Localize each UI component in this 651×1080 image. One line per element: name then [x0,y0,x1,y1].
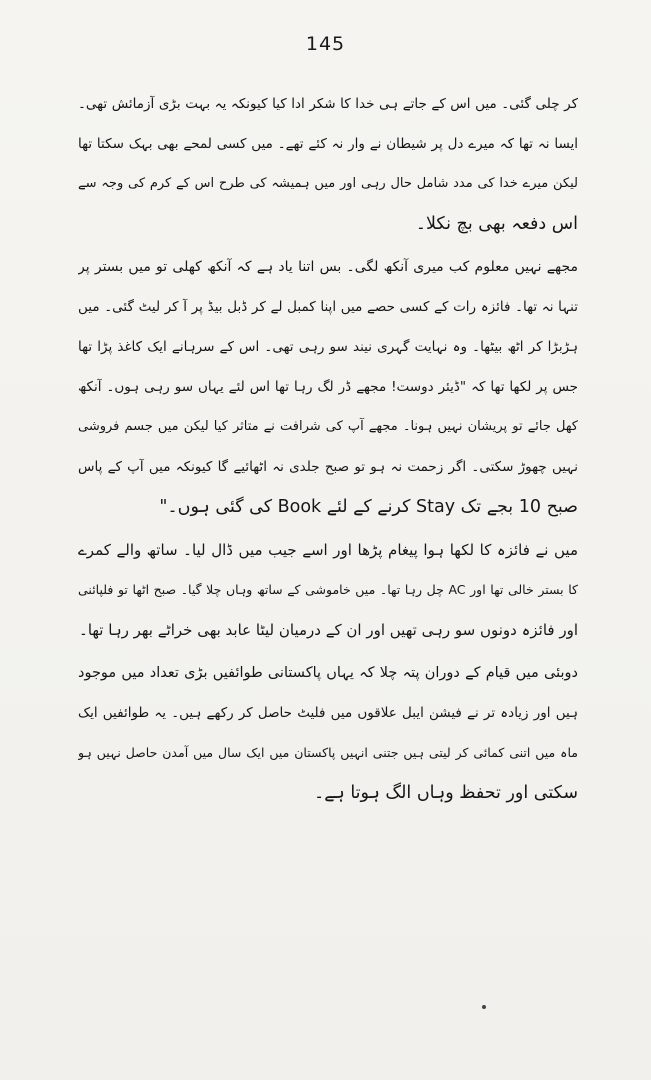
text-line: مجھے نہیں معلوم کب میری آنکھ لگی۔ بس اتنا یاد ہے کہ آنکھ کھلی تو میں بستر پر [78,259,578,275]
text-line: ہڑبڑا کر اٹھ بیٹھا۔ وہ نہایت گہری نیند سو رہی تھی۔ اس کے سرہانے ایک کاغذ پڑا تھا [78,339,578,355]
text-line: ایسا نہ تھا کہ میرے دل پر شیطان نے وار نہ کئے تھے۔ میں کسی لمحے بھی بہک سکتا تھا [78,136,578,152]
text-line: کھل جائے تو پریشان نہیں ہونا۔ مجھے آپ کی شرافت نے متاثر کیا لیکن میں جسم فروشی [78,419,578,434]
page-number: 145 [305,33,346,55]
text-line: کا بستر خالی تھا اور AC چل رہا تھا۔ میں خاموشی کے ساتھ وہاں چلا گیا۔ صبح اٹھا تو فلپائنی [78,582,578,597]
body-text [78,84,578,813]
paragraph-2 [78,247,578,527]
text-line: ماہ میں اتنی کمائی کر لیتی ہیں جتنی انہیں پاکستان میں ایک سال میں آمدن حاصل نہیں ہو [78,745,578,760]
text-line: ہیں اور زیادہ تر نے فیشن ایبل علاقوں میں فلیٹ حاصل کر رکھے ہیں۔ یہ طوائفیں ایک [78,705,578,721]
text-line: اور فائزہ دونوں سو رہی تھیں اور ان کے درمیان لیٹا عابد بھی خراٹے بھر رہا تھا۔ [79,621,578,639]
paragraph-3 [78,530,578,650]
text-line: صبح 10 بجے تک Stay کرنے کے لئے Book کی گئی ہوں۔" [159,497,578,517]
text-line: میں نے فائزہ کا لکھا ہوا پیغام پڑھا اور اسے جیب میں ڈال لیا۔ ساتھ والے کمرے [78,541,578,559]
text-line: کر چلی گئی۔ میں اس کے جاتے ہی خدا کا شکر ادا کیا کیونکہ یہ بہت بڑی آزمائش تھی۔ [78,96,578,112]
text-line: تنہا نہ تھا۔ فائزہ رات کے کسی حصے میں اپنا کمبل لے کر ڈبل بیڈ پر آ کر لیٹ گئی۔ میں [78,299,578,315]
text-line: دوبئی میں قیام کے دوران پتہ چلا کہ یہاں پاکستانی طوائفیں بڑی تعداد میں موجود [78,665,578,681]
text-line: نہیں چھوڑ سکتی۔ اگر زحمت نہ ہو تو صبح جلدی نہ اٹھائیے گا کیونکہ میں آپ کے پاس [78,459,578,475]
text-line: جس پر لکھا تھا کہ "ڈیئر دوست! مجھے ڈر لگ رہا تھا اس لئے یہاں سو رہی ہوں۔ آنکھ [78,379,578,395]
text-line: اس دفعہ بھی بچ نکلا۔ [415,214,578,234]
ink-dot [482,1005,486,1009]
paragraph-1 [78,84,578,244]
text-line: لیکن میرے خدا کی مدد شامل حال رہی اور میں ہمیشہ کی طرح اس کے کرم کی وجہ سے [78,176,578,191]
text-line: سکتی اور تحفظ وہاں الگ ہوتا ہے۔ [314,783,578,803]
paragraph-4 [78,653,578,813]
